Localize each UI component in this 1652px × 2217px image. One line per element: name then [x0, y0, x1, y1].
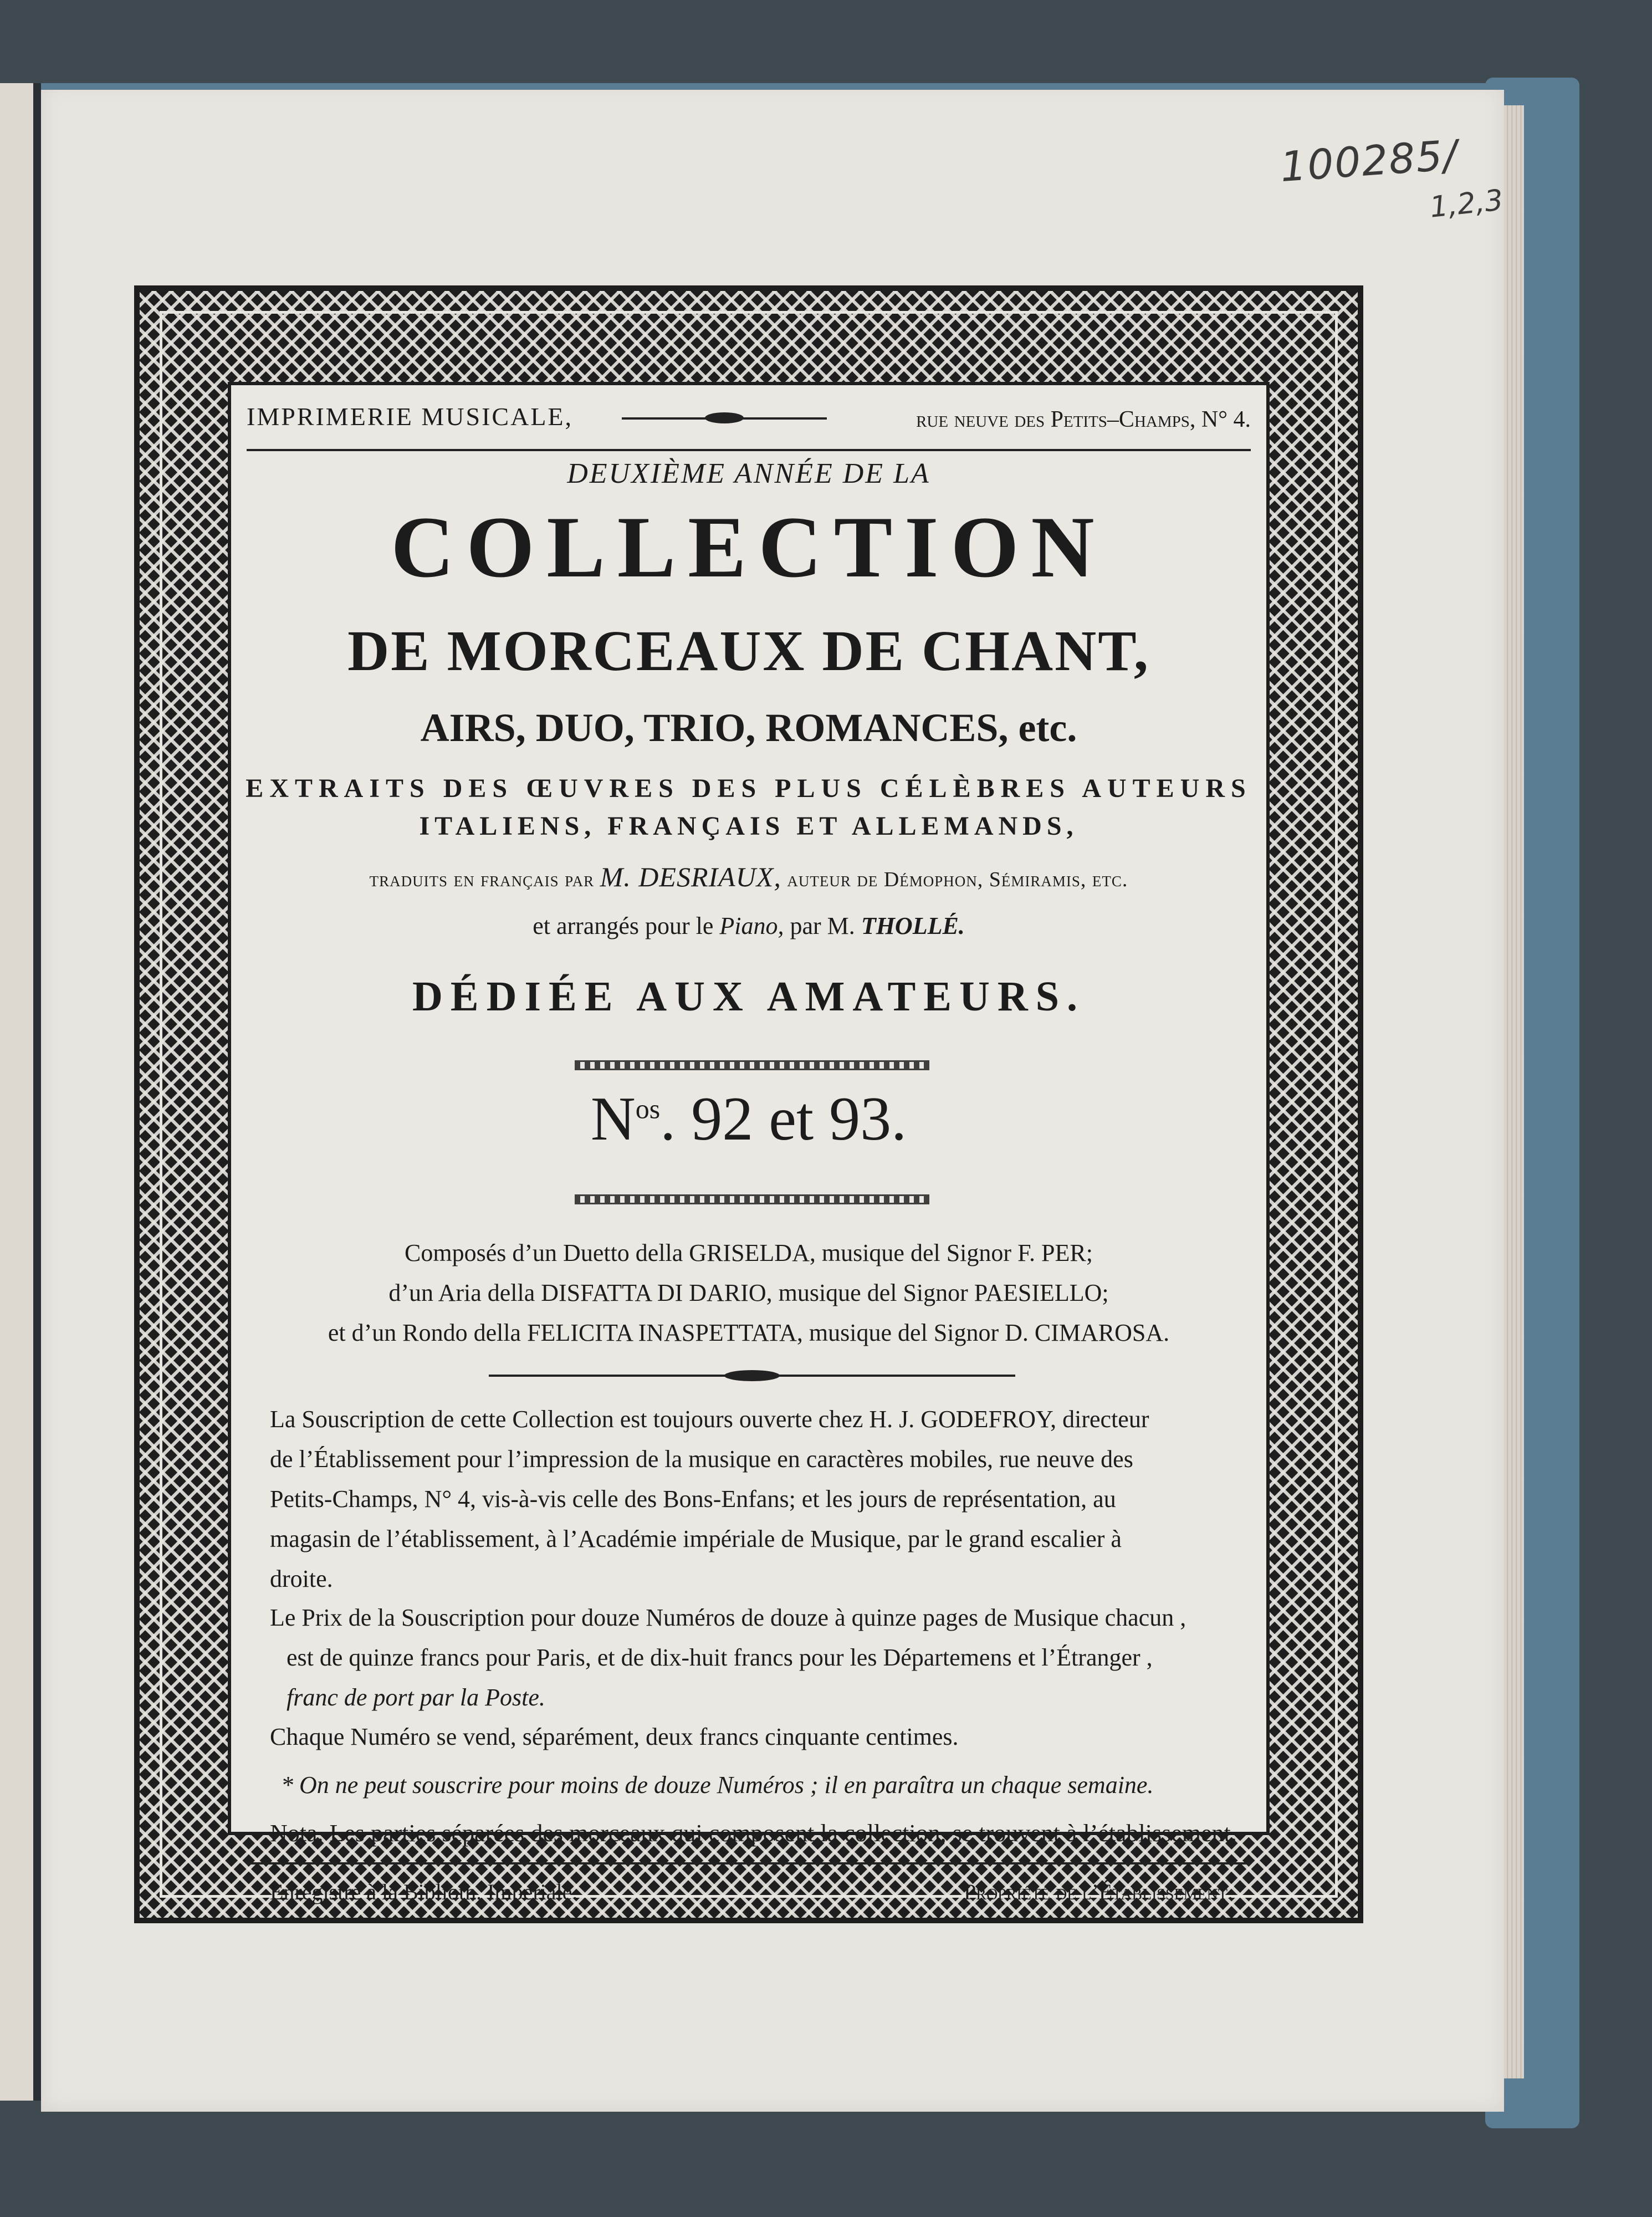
p1-line-1: La Souscription de cette Collection est toujours ouverte chez H. J. GODEFROY, directeur — [270, 1406, 1149, 1433]
p1-line-3: Petits-Champs, N° 4, vis-à-vis celle des Bons-Enfans; et les jours de représentation, au — [270, 1485, 1116, 1513]
issue-numbers — [231, 1084, 1266, 1155]
title-airs: AIRS, DUO, TRIO, ROMANCES, etc. — [420, 706, 1077, 750]
single-price-line: Chaque Numéro se vend, séparément, deux francs cinquante centimes. — [270, 1723, 959, 1750]
arranger-line — [231, 912, 1266, 940]
dedication: DÉDIÉE AUX AMATEURS. — [412, 973, 1085, 1020]
header-divider — [247, 449, 1251, 451]
p2-line-2: est de quinze francs pour Paris, et de dix-huit francs pour les Départemens et l’Étranger , — [287, 1644, 1153, 1671]
translator-name: M. DESRIAUX, — [600, 861, 781, 892]
numbers-sup: os — [635, 1093, 661, 1125]
wavy-rule-top — [575, 1060, 929, 1070]
frame-content — [231, 385, 1266, 1904]
arranges-par: par M. — [790, 912, 855, 939]
main-title: COLLECTION — [391, 499, 1107, 596]
composes-line-3: et d’un Rondo della FELICITA INASPETTATA, musique del Signor D. CIMAROSA. — [328, 1319, 1170, 1346]
arranger-name: THOLLÉ. — [861, 912, 965, 939]
registration-note: Enrégistré à la Biblioth. Impériale. — [270, 1879, 578, 1904]
extraits-line-2: ITALIENS, FRANÇAIS ET ALLEMANDS, — [419, 811, 1078, 841]
translator-line — [231, 861, 1266, 893]
wavy-rule-bottom — [575, 1194, 929, 1204]
p1-line-2: de l’Établissement pour l’impression de la musique en caractères mobiles, rue neuve des — [270, 1445, 1133, 1473]
shelfmark-number: 100285/ — [1278, 131, 1460, 192]
book-spine — [33, 83, 41, 2101]
arranges-piano: Piano, — [719, 912, 784, 939]
footer-divider — [247, 1862, 1251, 1864]
decorative-frame — [134, 285, 1363, 1923]
traduits-prefix: traduits en français par — [369, 868, 595, 891]
left-page-edge — [0, 83, 37, 2101]
numbers-text: . 92 et 93. — [660, 1085, 907, 1153]
ornament-rule — [489, 1375, 1015, 1377]
minimum-subscription-note: * On ne peut souscrire pour moins de douze Numéros ; il en paraîtra un chaque semaine. — [281, 1771, 1154, 1799]
header-ornament-rule — [622, 417, 827, 420]
price-paragraph — [270, 1598, 1186, 1718]
composes-line-2: d’un Aria della DISFATTA DI DARIO, musique del Signor PAESIELLO; — [388, 1279, 1109, 1306]
p2-line-3: franc de port par la Poste. — [287, 1684, 545, 1711]
p1-line-5: droite. — [270, 1565, 333, 1592]
shelfmark-volume: 1,2,3 — [1428, 183, 1505, 224]
subtitle-deuxieme-annee: DEUXIÈME ANNÉE DE LA — [567, 458, 930, 489]
p1-block — [270, 1439, 1149, 1599]
p1-line-4: magasin de l’établissement, à l’Académie impériale de Musique, par le grand escalier à — [270, 1525, 1122, 1552]
property-note: Propriété de l’Établissement. — [964, 1879, 1233, 1904]
traduits-suffix: auteur de Démophon, Sémiramis, etc. — [787, 868, 1128, 891]
composes-line-1: Composés d’un Duetto della GRISELDA, musique del Signor F. PER; — [405, 1239, 1093, 1266]
p2-line-1: Le Prix de la Souscription pour douze Numéros de douze à quinze pages de Musique chacun , — [270, 1604, 1186, 1631]
subscription-paragraph — [270, 1399, 1149, 1599]
extraits-line-1: EXTRAITS DES ŒUVRES DES PLUS CÉLÈBRES AUTEURS — [246, 774, 1252, 803]
printer-name: IMPRIMERIE MUSICALE, — [247, 402, 574, 431]
arranges-prefix: et arrangés pour le — [533, 912, 714, 939]
numbers-prefix: N — [590, 1085, 636, 1153]
nota-line: Nota. Les parties séparées des morceaux qui composent la collection, se trouvent à l’établissement. — [270, 1820, 1237, 1847]
printer-address: rue neuve des Petits–Champs, N° 4. — [916, 407, 1251, 432]
title-morceaux: DE MORCEAUX DE CHANT, — [347, 619, 1150, 683]
